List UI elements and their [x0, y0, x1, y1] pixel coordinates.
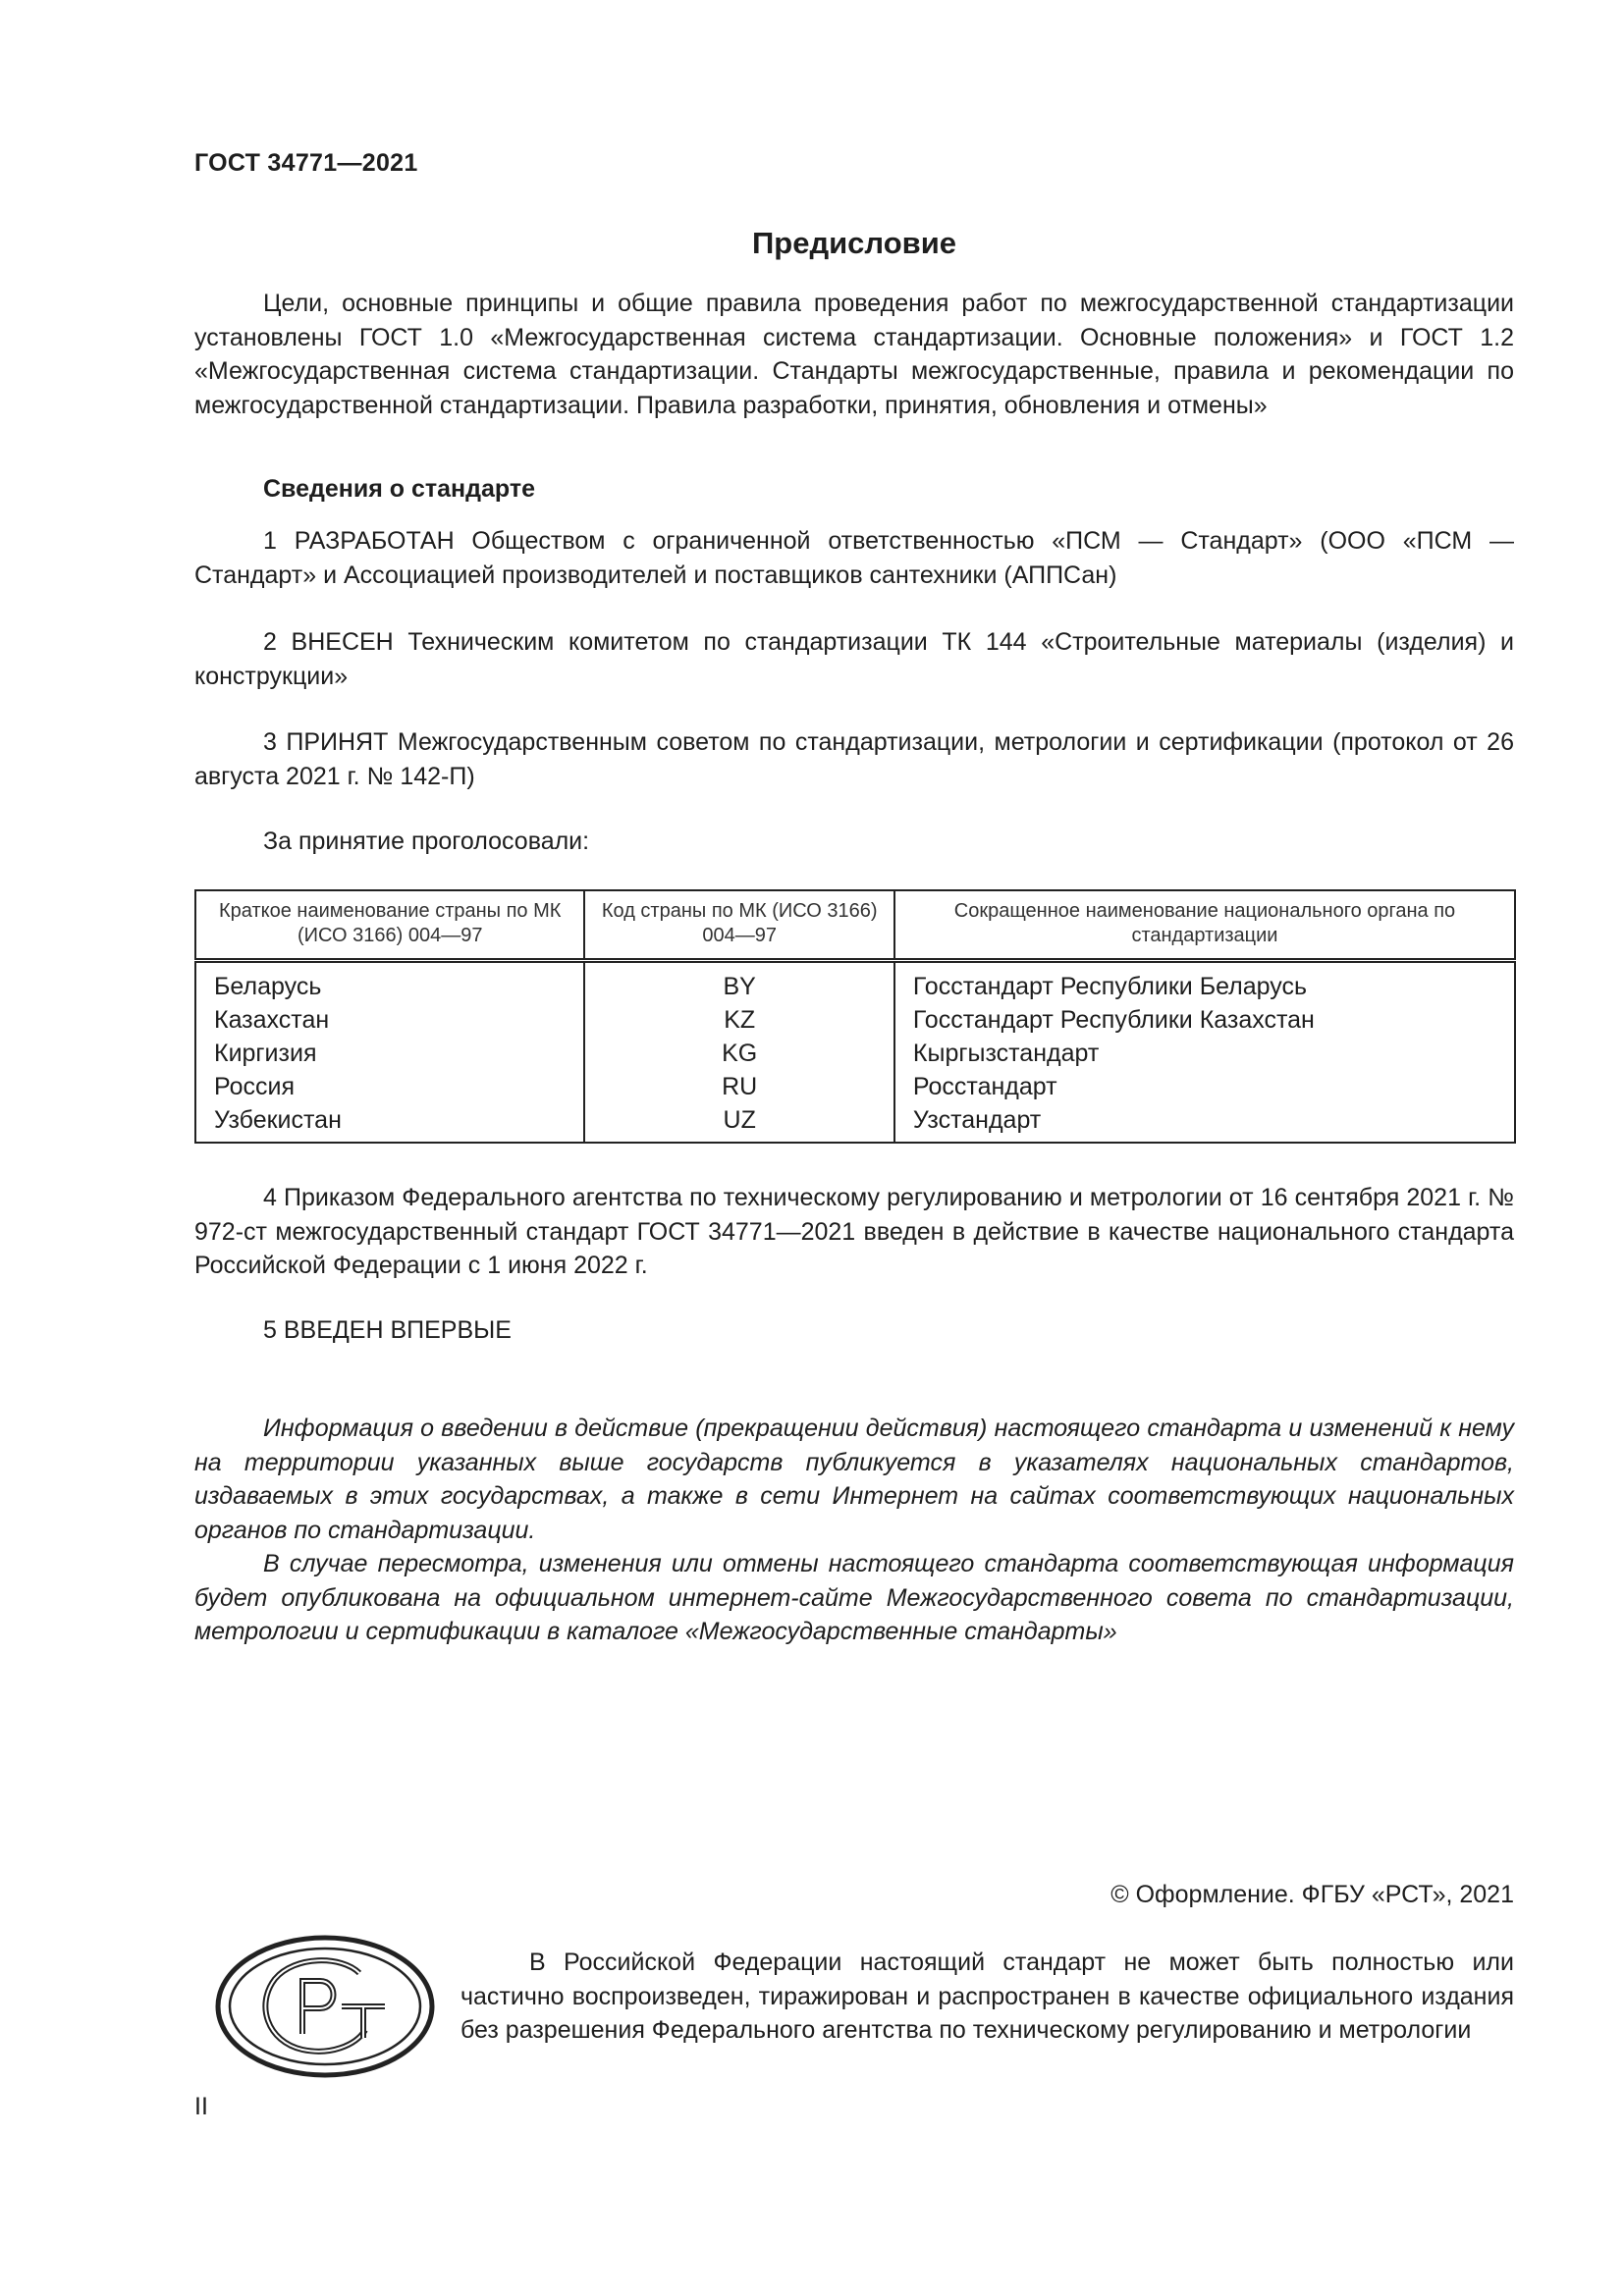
member-states-table [194, 889, 1516, 1144]
country-cell: Киргизия [195, 1037, 584, 1070]
item-first-introduced: 5 ВВЕДЕН ВПЕРВЫЕ [263, 1316, 512, 1344]
table-row [195, 1037, 1515, 1070]
standard-info-heading: Сведения о стандарте [263, 475, 536, 503]
country-cell: Узбекистан [195, 1103, 584, 1143]
code-cell: KG [584, 1037, 893, 1070]
code-cell: KZ [584, 1003, 893, 1037]
code-cell: RU [584, 1070, 893, 1103]
info-paragraph-1: Информация о введении в действие (прекращении действия) настоящего стандарта и изменений к нему на территории указанных выше государств публикуется в указателях национальных стандартов, издаваемых в этих государствах, а также в сети Интернет на сайтах соответствующих национальных органов по стандартизации. [194, 1415, 1514, 1544]
table-row [195, 1003, 1515, 1037]
body-cell: Росстандарт [912, 1073, 1057, 1100]
country-cell: Казахстан [195, 1003, 584, 1037]
copyright-line: © Оформление. ФГБУ «РСТ», 2021 [1110, 1881, 1514, 1908]
item-adopted: 3 ПРИНЯТ Межгосударственным советом по стандартизации, метрологии и сертификации (протокол от 26 августа 2021 г. № 142-П) [194, 728, 1514, 790]
voted-label: За принятие проголосовали: [263, 828, 590, 855]
item-developed: 1 РАЗРАБОТАН Обществом с ограниченной ответственностью «ПСМ — Стандарт» (ООО «ПСМ — Стандарт» и Ассоциацией производителей и поставщиков сантехники (АППСан) [194, 527, 1514, 589]
body-cell: Госстандарт Республики Беларусь [912, 973, 1308, 1000]
col-header-country: Краткое наименование страны по МК (ИСО 3166) 004—97 [195, 890, 584, 961]
intro-paragraph: Цели, основные принципы и общие правила проведения работ по межгосударственной стандартизации установлены ГОСТ 1.0 «Межгосударственная система стандартизации. Основные положения» и ГОСТ 1.2 «Межгосударственная система стандартизации. Стандарты межгосударственные, правила и рекомендации по межгосударственной стандартизации. Правила разработки, принятия, обновления и отмены» [194, 290, 1514, 419]
page-number: II [194, 2093, 208, 2120]
item-order: 4 Приказом Федерального агентства по техническому регулированию и метрологии от 16 сентября 2021 г. № 972-ст межгосударственный стандарт ГОСТ 34771—2021 введен в действие в качестве национального стандарта Российской Федерации с 1 июня 2022 г. [194, 1184, 1514, 1279]
table-header-row [195, 890, 1515, 961]
body-cell: Госстандарт Республики Казахстан [912, 1006, 1315, 1034]
code-cell: UZ [584, 1103, 893, 1143]
code-cell: BY [584, 961, 893, 1004]
body-cell: Кыргызстандарт [912, 1040, 1100, 1067]
rst-logo-icon [212, 1932, 438, 2081]
info-paragraph-2: В случае пересмотра, изменения или отмены настоящего стандарта соответствующая информация будет опубликована на официальном интернет-сайте Межгосударственного совета по стандартизации, метрологии и сертификации в каталоге «Межгосударственные стандарты» [194, 1550, 1514, 1645]
table-row [195, 961, 1515, 1004]
copyright-notice: В Российской Федерации настоящий стандарт не может быть полностью или частично воспроизведен, тиражирован и распространен в качестве официального издания без разрешения Федерального агентства по техническому регулированию и метрологии [460, 1949, 1514, 2044]
item-introduced: 2 ВНЕСЕН Техническим комитетом по стандартизации ТК 144 «Строительные материалы (изделия) и конструкции» [194, 628, 1514, 690]
document-header: ГОСТ 34771—2021 [194, 149, 418, 177]
col-header-code: Код страны по МК (ИСО 3166) 004—97 [584, 890, 893, 961]
body-cell: Узстандарт [912, 1106, 1042, 1134]
page-title: Предисловие [751, 226, 956, 260]
country-cell: Россия [195, 1070, 584, 1103]
table-row [195, 1103, 1515, 1143]
country-cell: Беларусь [195, 961, 584, 1004]
table-row [195, 1070, 1515, 1103]
col-header-body: Сокращенное наименование национального органа по стандартизации [894, 890, 1515, 961]
